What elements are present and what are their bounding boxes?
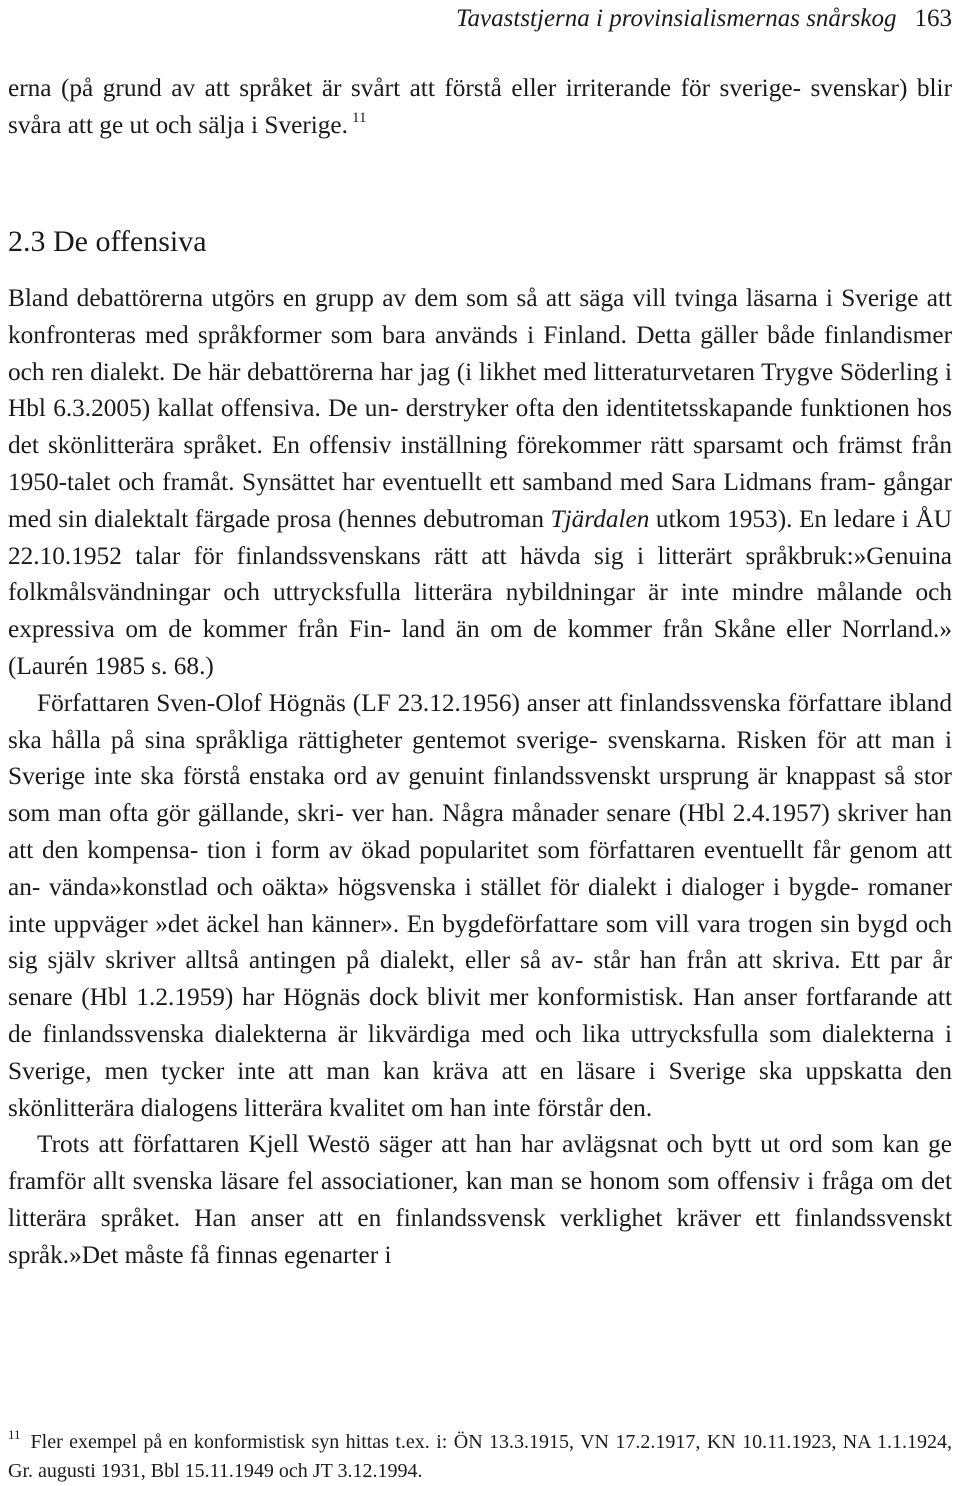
footnote — [8, 1428, 952, 1486]
paragraph-3: Trots att författaren Kjell Westö säger att han har avlägsnat och bytt ut ord som kan ge framför allt svenska läsare fel associationer, kan man se honom som offensiv i fråga om det litterära språket. Han anser att en finlandssvensk verklighet kräver ett finlandssvenskt språk.»Det måste få finnas egenarter i — [8, 1130, 952, 1269]
paragraph-2: Författaren Sven-Olof Högnäs (LF 23.12.1956) anser att finlandssvenska författare ibland ska hålla på sina språkliga rättigheter gentemot sverige- svenskarna. Risken för att man i Sverige inte ska förstå enstaka ord av genuint finlandssvenskt ursprung är knappast så stor som man ofta gör gällande, skri- ver han. Några månader senare (Hbl 2.4.1957) skriver han att den kompensa- tion i form av ökad popularitet som författaren eventuellt får genom att an- vända»konstlad och oäkta» högsvenska i stället för dialekt i dialoger i bygde- romaner inte uppväger »det äckel han känner». En bygdeförfattare som vill vara trogen sin bygd och sig själv skriver alltså antingen på dialekt, eller så av- står han från att skriva. Ett par år senare (Hbl 1.2.1959) har Högnäs dock blivit mer konformistisk. Han anser fortfarande att de finlandssvenska dialekterna är likvärdiga med och lika uttrycksfulla som dialekterna i Sverige, men tycker inte att man kan kräva att en läsare i Sverige ska uppskatta den skönlitterära dialogens litterära kvalitet om han inte förstår den. — [8, 688, 952, 1122]
footnote-number: 11 — [8, 1427, 21, 1442]
running-head-title: Tavaststjerna i provinsialismernas snårskog — [455, 5, 897, 32]
footnote-text: Fler exempel på en konformistisk syn hittas t.ex. i: ÖN 13.3.1915, VN 17.2.1917, KN 10.11.1923, NA 1.1.1924, Gr. augusti 1931, Bbl 15.11.1949 och JT 3.12.1994. — [8, 1431, 952, 1482]
paragraph-1-part-a: Bland debattörerna utgörs en grupp av dem som så att säga vill tvinga läsarna i Sverige att konfronteras med språkformer som bara används i Finland. Detta gäller både finlandismer och ren dialekt. De här debattörerna har jag (i likhet med litteraturvetaren Trygve Söderling i Hbl 6.3.2005) kallat offensiva. De un- derstryker ofta den identitetsskapande funktionen hos det skönlitterära språket. En offensiv inställning förekommer rätt sparsamt och främst från 1950-talet och framåt. Synsättet har eventuellt ett samband med Sara Lidmans fram- gångar med sin dialektalt färgade prosa (hennes debutroman — [8, 284, 952, 533]
intro-paragraph — [8, 70, 952, 144]
book-title-italic: Tjärdalen — [550, 504, 650, 533]
intro-paragraph-text: erna (på grund av att språket är svårt att förstå eller irriterande för sverige- svenskar) blir svåra att ge ut och sälja i Sverige. — [8, 74, 952, 139]
running-head — [456, 2, 952, 36]
page-number: 163 — [914, 5, 952, 32]
paragraph-1-part-b: utkom 1953). En ledare i ÅU 22.10.1952 talar för finlandssvenskans rätt att hävda sig i litterärt språkbruk:»Genuina folkmålsvändningar och uttrycksfulla litterära nybildningar är inte mindre målande och expressiva om de kommer från Fin- land än om de kommer från Skåne eller Norrland.» (Laurén 1985 s. 68.) — [8, 504, 952, 680]
paragraph-1 — [8, 280, 952, 685]
section-heading: 2.3 De offensiva — [8, 225, 207, 258]
section-body — [8, 280, 952, 1274]
footnote-reference: 11 — [352, 109, 367, 126]
